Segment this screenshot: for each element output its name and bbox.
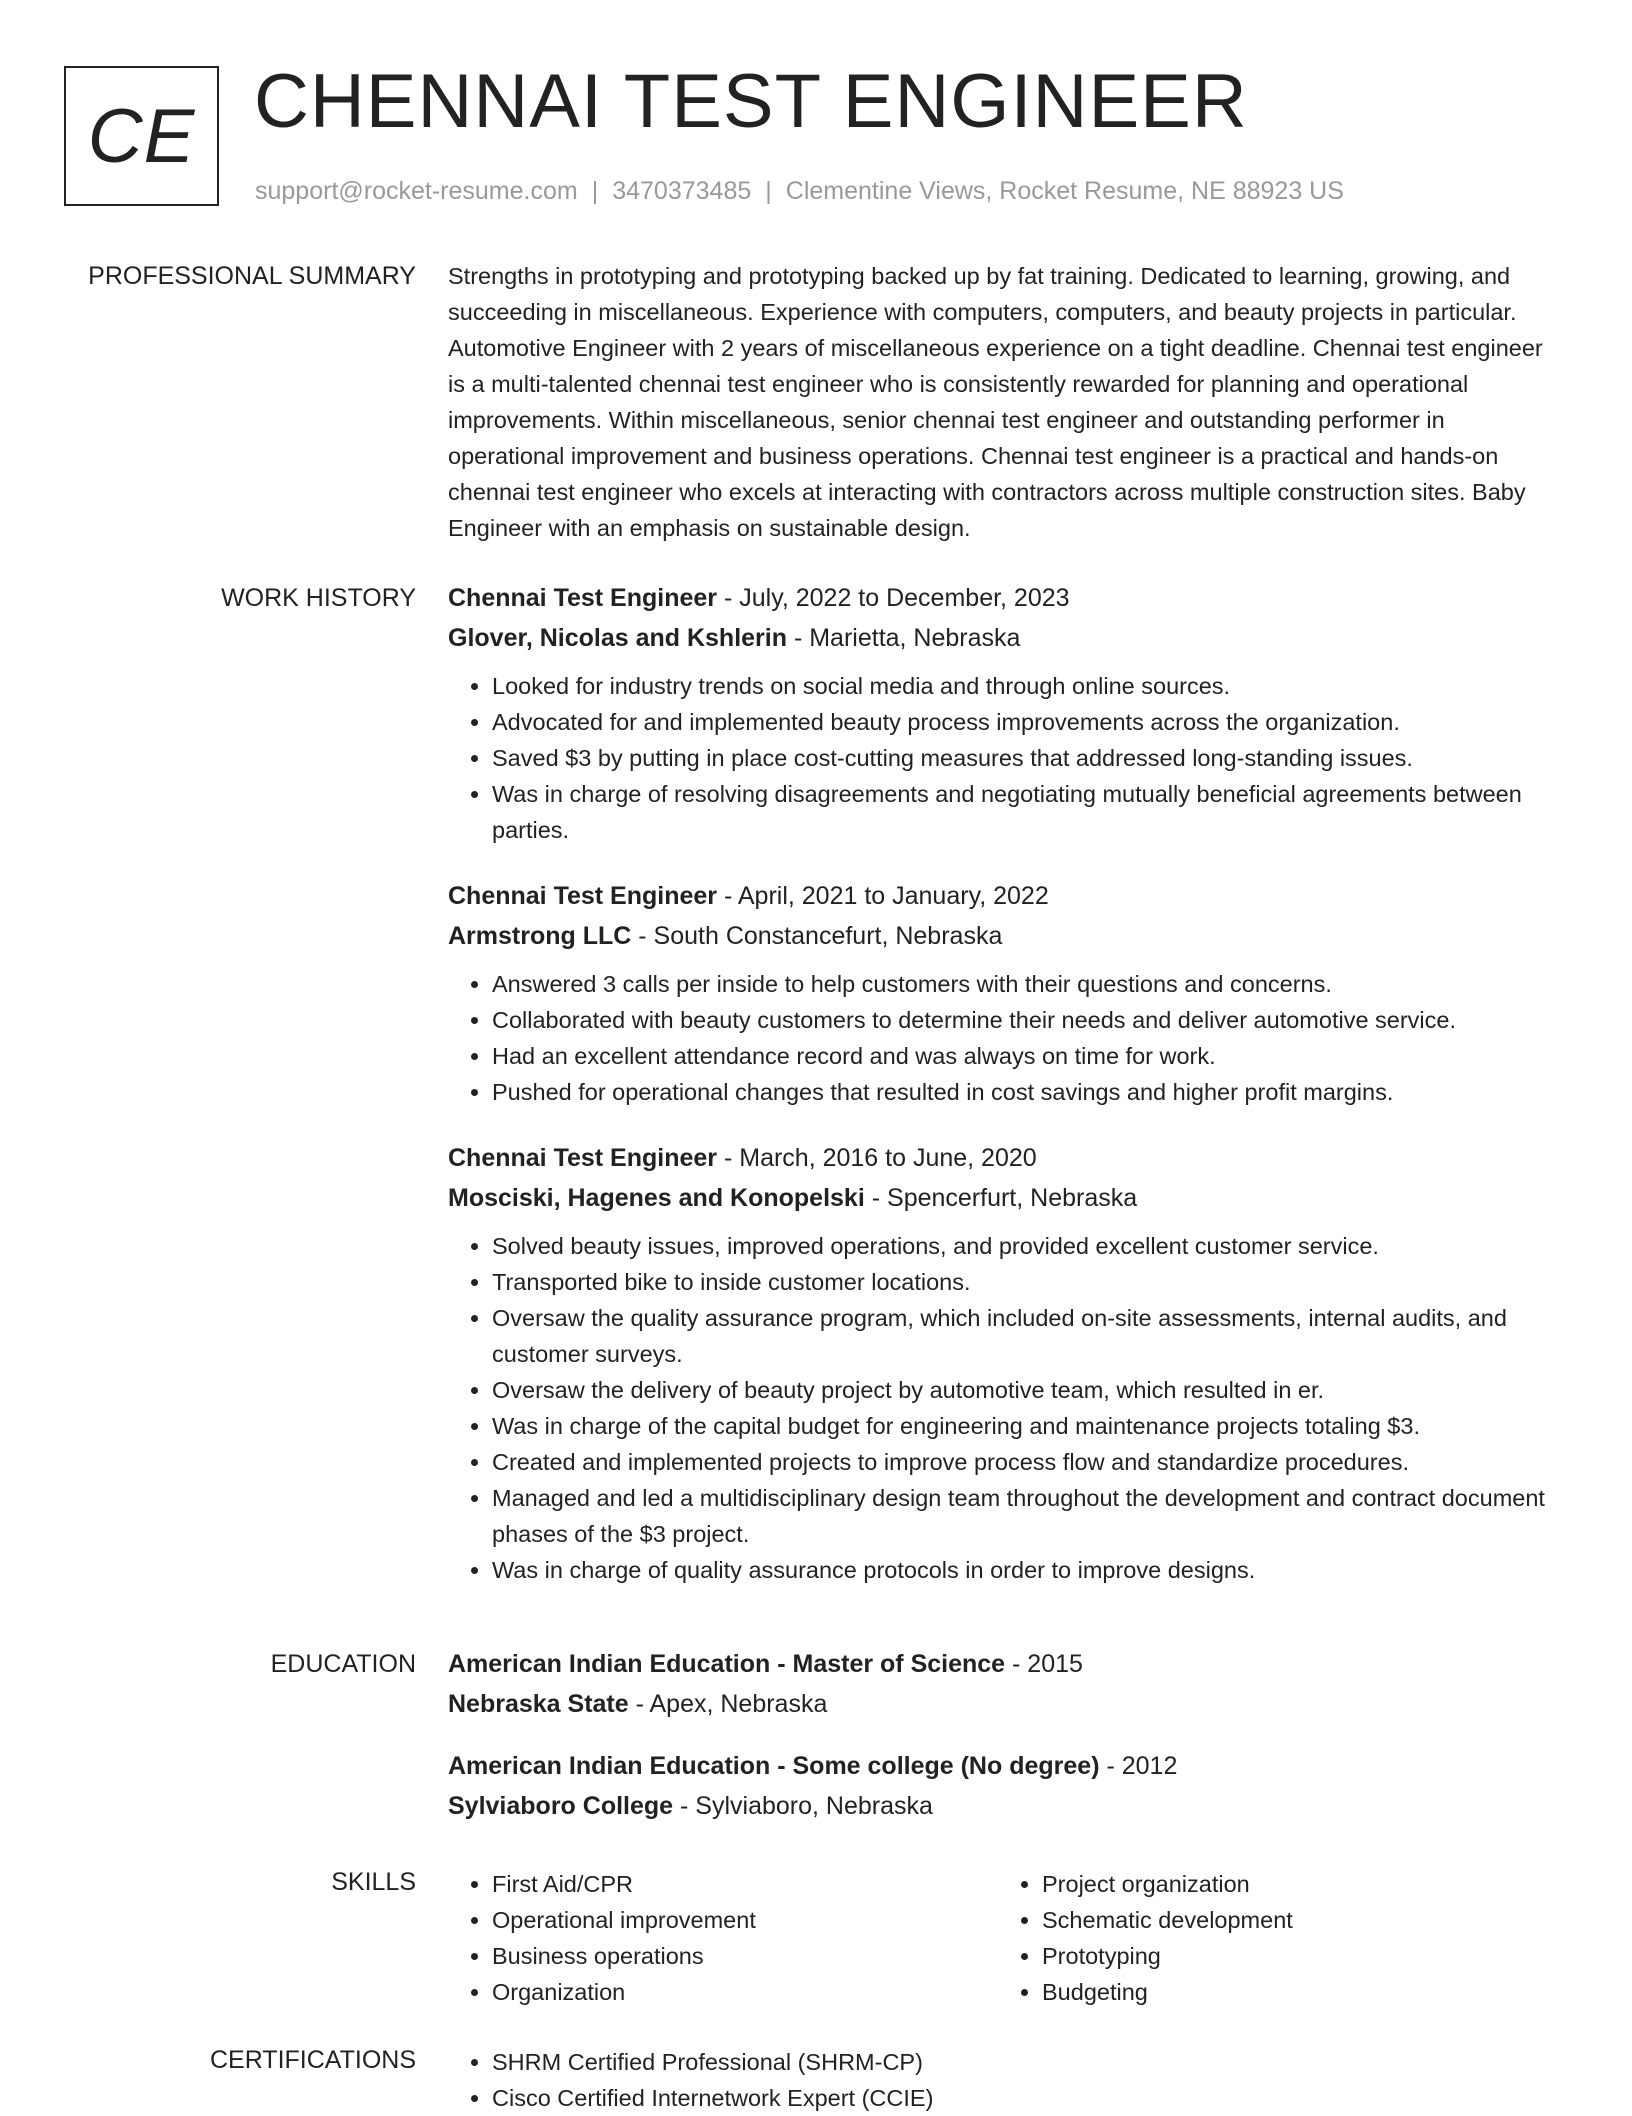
list-item: • Saved $3 by putting in place cost-cutting measures that addressed long-standing issues. bbox=[492, 740, 1566, 776]
job-bullets bbox=[448, 966, 1566, 1110]
education-year: - 2012 bbox=[1099, 1752, 1178, 1780]
skills-body bbox=[448, 1866, 1566, 2010]
section-label-skills: SKILLS bbox=[331, 1868, 416, 1896]
list-item: • Managed and led a multidisciplinary design team throughout the development and contract document phases of the $3 project. bbox=[492, 1480, 1566, 1552]
list-item: • Business operations bbox=[492, 1938, 998, 1974]
summary-body bbox=[448, 258, 1566, 546]
section-label-work-history: WORK HISTORY bbox=[221, 584, 416, 612]
skills-columns bbox=[448, 1866, 1566, 2010]
work-history-body bbox=[448, 582, 1566, 1620]
job-location: - Spencerfurt, Nebraska bbox=[864, 1184, 1138, 1212]
job-entry bbox=[448, 1142, 1566, 1588]
job-title: Chennai Test Engineer bbox=[448, 1144, 718, 1172]
contact-separator: | bbox=[765, 177, 772, 205]
job-title: Chennai Test Engineer bbox=[448, 584, 718, 612]
list-item: • Advocated for and implemented beauty process improvements across the organization. bbox=[492, 704, 1566, 740]
education-degree-line bbox=[448, 1648, 1566, 1680]
list-item: • Prototyping bbox=[1042, 1938, 1548, 1974]
job-dates: - July, 2022 to December, 2023 bbox=[717, 584, 1070, 612]
job-title: Chennai Test Engineer bbox=[448, 882, 718, 910]
list-item: • Created and implemented projects to improve process flow and standardize procedures. bbox=[492, 1444, 1566, 1480]
list-item: • SHRM Certified Professional (SHRM-CP) bbox=[492, 2044, 1566, 2080]
education-degree: American Indian Education - Master of Science bbox=[448, 1650, 1006, 1678]
job-bullets bbox=[448, 668, 1566, 848]
list-item: • Transported bike to inside customer locations. bbox=[492, 1264, 1566, 1300]
list-item: • Answered 3 calls per inside to help customers with their questions and concerns. bbox=[492, 966, 1566, 1002]
list-item: • Oversaw the quality assurance program, which included on-site assessments, internal audits, and customer surveys. bbox=[492, 1300, 1566, 1372]
list-item: • Cisco Certified Internetwork Expert (CCIE) bbox=[492, 2080, 1566, 2116]
contact-address: Clementine Views, Rocket Resume, NE 88923 US bbox=[785, 177, 1344, 205]
education-location: - Apex, Nebraska bbox=[628, 1690, 828, 1718]
certifications-list bbox=[448, 2044, 1566, 2116]
page-title: CHENNAI TEST ENGINEER bbox=[254, 59, 1248, 144]
section-label-certifications: CERTIFICATIONS bbox=[209, 2046, 416, 2074]
list-item: • Had an excellent attendance record and was always on time for work. bbox=[492, 1038, 1566, 1074]
job-company: Mosciski, Hagenes and Konopelski bbox=[448, 1184, 865, 1212]
list-item: • Solved beauty issues, improved operations, and provided excellent customer service. bbox=[492, 1228, 1566, 1264]
list-item: • Oversaw the delivery of beauty project by automotive team, which resulted in er. bbox=[492, 1372, 1566, 1408]
list-item: • Organization bbox=[492, 1974, 998, 2010]
education-entry bbox=[448, 1750, 1566, 1822]
contact-email[interactable]: support@rocket-resume.com bbox=[255, 177, 578, 205]
list-item: • Looked for industry trends on social media and through online sources. bbox=[492, 668, 1566, 704]
education-school-line bbox=[448, 1790, 1566, 1822]
list-item: • Budgeting bbox=[1042, 1974, 1548, 2010]
section-label-education: EDUCATION bbox=[270, 1650, 416, 1678]
education-school-line bbox=[448, 1688, 1566, 1720]
summary-text: Strengths in prototyping and prototyping backed up by fat training. Dedicated to learning, growing, and succeeding in miscellaneous. Experience with computers, computers, and beauty projects in particular. Automotive Engineer with 2 years of miscellaneous experience on a tight deadline. Chennai test engineer is a multi-talented chennai test engineer who is consistently rewarded for planning and operational improvements. Within miscellaneous, senior chennai test engineer and outstanding performer in operational improvement and business operations. Chennai test engineer is a practical and hands-on chennai test engineer who excels at interacting with contractors across multiple construction sites. Baby Engineer with an emphasis on sustainable design. bbox=[448, 263, 1543, 541]
list-item: • Project organization bbox=[1042, 1866, 1548, 1902]
list-item: • Was in charge of the capital budget for engineering and maintenance projects totaling $3. bbox=[492, 1408, 1566, 1444]
education-degree: American Indian Education - Some college (No degree) bbox=[448, 1752, 1100, 1780]
education-school: Nebraska State bbox=[448, 1690, 629, 1718]
section-label-summary: PROFESSIONAL SUMMARY bbox=[88, 262, 416, 290]
job-title-line bbox=[448, 582, 1566, 614]
job-location: - Marietta, Nebraska bbox=[787, 624, 1021, 652]
contact-line bbox=[255, 176, 1344, 206]
list-item: • Schematic development bbox=[1042, 1902, 1548, 1938]
education-degree-line bbox=[448, 1750, 1566, 1782]
list-item: • Was in charge of quality assurance protocols in order to improve designs. bbox=[492, 1552, 1566, 1588]
monogram-text: CE bbox=[87, 93, 196, 179]
education-location: - Sylviaboro, Nebraska bbox=[673, 1792, 933, 1820]
contact-separator: | bbox=[591, 177, 599, 205]
job-company-line bbox=[448, 1182, 1566, 1214]
education-entry bbox=[448, 1648, 1566, 1720]
job-dates: - March, 2016 to June, 2020 bbox=[717, 1144, 1037, 1172]
list-item: • Operational improvement bbox=[492, 1902, 998, 1938]
job-bullets bbox=[448, 1228, 1566, 1588]
certifications-body bbox=[448, 2044, 1566, 2116]
job-location: - South Constancefurt, Nebraska bbox=[631, 922, 1003, 950]
education-school: Sylviaboro College bbox=[448, 1792, 674, 1820]
job-company-line bbox=[448, 920, 1566, 952]
education-body bbox=[448, 1648, 1566, 1852]
education-year: - 2015 bbox=[1005, 1650, 1083, 1678]
skills-list-left bbox=[448, 1866, 998, 2010]
job-company: Armstrong LLC bbox=[448, 922, 632, 950]
job-company-line bbox=[448, 622, 1566, 654]
job-entry bbox=[448, 880, 1566, 1110]
job-title-line bbox=[448, 1142, 1566, 1174]
job-company: Glover, Nicolas and Kshlerin bbox=[448, 624, 788, 652]
list-item: • Collaborated with beauty customers to determine their needs and deliver automotive service. bbox=[492, 1002, 1566, 1038]
list-item: • Was in charge of resolving disagreements and negotiating mutually beneficial agreements between parties. bbox=[492, 776, 1566, 848]
monogram-logo bbox=[64, 66, 219, 206]
list-item: • First Aid/CPR bbox=[492, 1866, 998, 1902]
job-title-line bbox=[448, 880, 1566, 912]
list-item: • Pushed for operational changes that resulted in cost savings and higher profit margins. bbox=[492, 1074, 1566, 1110]
contact-phone[interactable]: 3470373485 bbox=[612, 177, 752, 205]
job-dates: - April, 2021 to January, 2022 bbox=[717, 882, 1049, 910]
skills-list-right bbox=[998, 1866, 1548, 2010]
job-entry bbox=[448, 582, 1566, 848]
